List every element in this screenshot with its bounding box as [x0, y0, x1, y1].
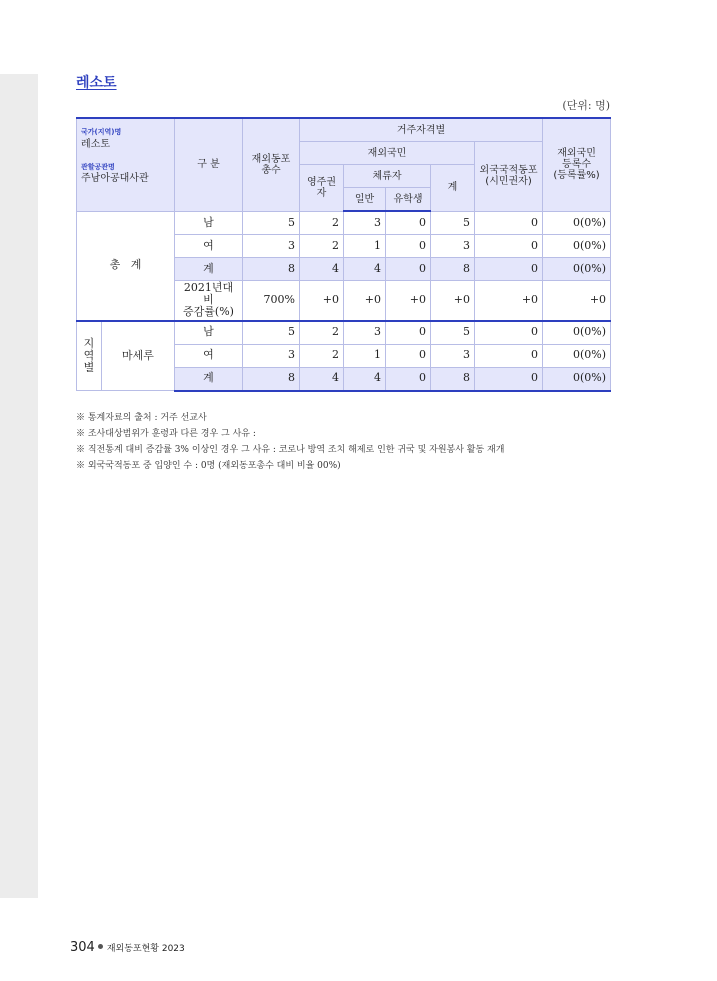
- cell-foreign: 0: [475, 258, 543, 281]
- cell-subtotal: 5: [431, 321, 475, 345]
- cell-subtotal: 8: [431, 258, 475, 281]
- footnote: ※ 조사대상범위가 훈령과 다른 경우 그 사유 :: [76, 429, 256, 439]
- growth-subtotal: +0: [431, 281, 475, 321]
- header-residence-status: 거주자격별: [300, 118, 543, 142]
- cell-foreign: 0: [475, 367, 543, 391]
- cell-permanent: 2: [300, 235, 344, 258]
- statistics-table: [76, 117, 611, 392]
- header-general: 일반: [344, 188, 386, 212]
- unit-note: (단위: 명): [562, 99, 610, 112]
- row-label: 여: [175, 235, 243, 258]
- header-registered: 재외국민 등록수 (등록률%): [543, 118, 611, 211]
- summary-label: 총 계: [77, 211, 175, 321]
- cell-subtotal: 8: [431, 367, 475, 391]
- cell-permanent: 2: [300, 344, 344, 367]
- publication-name: 재외동포현황 2023: [106, 944, 185, 954]
- page-footer: [70, 940, 185, 955]
- cell-registered: 0(0%): [543, 321, 611, 345]
- footnote: ※ 직전통계 대비 증감률 3% 이상인 경우 그 사유 : 코로나 방역 조치 해제로 인한 귀국 및 자원봉사 활동 재개: [76, 445, 505, 455]
- growth-label: 2021년대비 증감률(%): [175, 281, 243, 321]
- cell-foreign: 0: [475, 344, 543, 367]
- side-margin-strip: [0, 74, 38, 898]
- cell-permanent: 4: [300, 258, 344, 281]
- cell-registered: 0(0%): [543, 367, 611, 391]
- region-section-label: 지 역 별: [77, 321, 102, 391]
- header-total: 재외동포 총수: [243, 118, 300, 211]
- cell-permanent: 2: [300, 211, 344, 235]
- growth-permanent: +0: [300, 281, 344, 321]
- row-label: 계: [175, 367, 243, 391]
- cell-total: 3: [243, 344, 300, 367]
- cell-registered: 0(0%): [543, 235, 611, 258]
- cell-subtotal: 5: [431, 211, 475, 235]
- page-number: 304: [70, 940, 95, 955]
- cell-student: 0: [386, 367, 431, 391]
- header-category: 구 분: [175, 118, 243, 211]
- cell-registered: 0(0%): [543, 344, 611, 367]
- header-sojourn: 체류자: [344, 165, 431, 188]
- cell-student: 0: [386, 258, 431, 281]
- growth-foreign: +0: [475, 281, 543, 321]
- cell-general: 3: [344, 211, 386, 235]
- footnotes: [76, 410, 636, 474]
- header-subtotal: 계: [431, 165, 475, 212]
- cell-student: 0: [386, 211, 431, 235]
- cell-general: 1: [344, 344, 386, 367]
- country-name: 레소토: [81, 138, 110, 150]
- cell-general: 4: [344, 367, 386, 391]
- cell-general: 4: [344, 258, 386, 281]
- cell-total: 5: [243, 321, 300, 345]
- region-name: 마세루: [102, 321, 175, 391]
- cell-foreign: 0: [475, 211, 543, 235]
- header-foreign-nationals: 외국국적동포 (시민권자): [475, 142, 543, 212]
- cell-total: 5: [243, 211, 300, 235]
- growth-student: +0: [386, 281, 431, 321]
- header-nationals: 재외국민: [300, 142, 475, 165]
- cell-permanent: 2: [300, 321, 344, 345]
- cell-subtotal: 3: [431, 344, 475, 367]
- cell-registered: 0(0%): [543, 258, 611, 281]
- cell-foreign: 0: [475, 235, 543, 258]
- growth-total: 700%: [243, 281, 300, 321]
- cell-subtotal: 3: [431, 235, 475, 258]
- row-label: 남: [175, 211, 243, 235]
- row-label: 계: [175, 258, 243, 281]
- header-permanent: 영주권자: [300, 165, 344, 212]
- cell-student: 0: [386, 321, 431, 345]
- cell-general: 3: [344, 321, 386, 345]
- country-label: 국가(지역)명: [81, 128, 122, 136]
- cell-total: 3: [243, 235, 300, 258]
- header-corner-cell: [77, 118, 175, 211]
- row-label: 여: [175, 344, 243, 367]
- office-name: 주남아공대사관: [81, 173, 149, 185]
- footnote: ※ 외국국적동포 중 입양인 수 : 0명 (재외동포총수 대비 비율 00%): [76, 461, 341, 471]
- footnote: ※ 통계자료의 출처 : 거주 선교사: [76, 413, 207, 423]
- cell-foreign: 0: [475, 321, 543, 345]
- growth-registered: +0: [543, 281, 611, 321]
- office-label: 관할공관명: [81, 162, 115, 171]
- cell-registered: 0(0%): [543, 211, 611, 235]
- cell-total: 8: [243, 367, 300, 391]
- page-title: 레소토: [76, 75, 117, 91]
- growth-general: +0: [344, 281, 386, 321]
- cell-general: 1: [344, 235, 386, 258]
- bullet-icon: [98, 944, 103, 949]
- cell-student: 0: [386, 235, 431, 258]
- header-student: 유학생: [386, 188, 431, 212]
- cell-student: 0: [386, 344, 431, 367]
- cell-total: 8: [243, 258, 300, 281]
- row-label: 남: [175, 321, 243, 345]
- cell-permanent: 4: [300, 367, 344, 391]
